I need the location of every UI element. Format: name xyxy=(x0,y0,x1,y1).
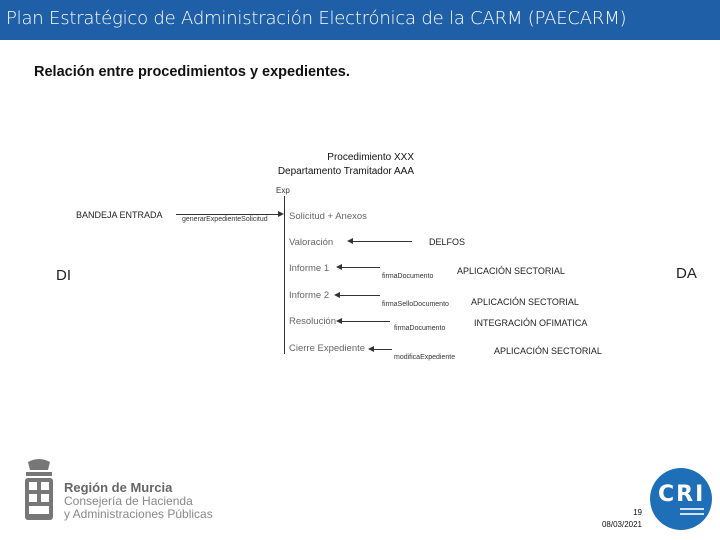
footer-date: 08/03/2021 xyxy=(601,520,642,529)
org-name: Región de Murcia xyxy=(64,480,173,495)
call-firma-2: firmaDocumento xyxy=(394,325,446,332)
murcia-crest-icon xyxy=(22,458,56,526)
informe2-arrow-line xyxy=(338,295,380,296)
cri-logo-icon xyxy=(650,468,712,530)
informe1-arrow-head xyxy=(336,264,342,270)
inbox-label: BANDEJA ENTRADA xyxy=(76,210,163,220)
call-firma-sello: firmaSelloDocumento xyxy=(382,301,449,308)
timeline-line xyxy=(284,196,285,354)
org-department-2: y Administraciones Públicas xyxy=(64,507,213,521)
step-informe-1: Informe 1 xyxy=(289,263,330,274)
system-ofimatica: INTEGRACIÓN OFIMATICA xyxy=(474,318,588,328)
cierre-arrow-line xyxy=(372,349,392,350)
cri-logo-text: CRI xyxy=(658,482,706,507)
department-label: Departamento Tramitador AAA xyxy=(277,166,414,177)
resolucion-arrow-line xyxy=(340,321,390,322)
page-number: 19 xyxy=(633,508,642,517)
generate-call-label: generarExpedienteSolicitud xyxy=(182,216,268,223)
slide-subtitle: Relación entre procedimientos y expedientes. xyxy=(34,64,350,80)
call-modifica: modificaExpediente xyxy=(394,354,456,361)
step-resolucion: Resolución xyxy=(289,316,336,327)
step-informe-2: Informe 2 xyxy=(289,290,330,301)
informe2-arrow-head xyxy=(334,292,340,298)
procedure-title: Procedimiento XXX xyxy=(327,152,414,163)
cierre-arrow-head xyxy=(368,346,374,352)
org-department: Consejería de Hacienda xyxy=(64,494,193,508)
system-sectorial-2: APLICACIÓN SECTORIAL xyxy=(471,297,579,307)
valoracion-arrow-head xyxy=(347,238,353,244)
system-delfos: DELFOS xyxy=(429,237,466,247)
generate-arrow-head xyxy=(278,211,284,217)
informe1-arrow-line xyxy=(340,267,380,268)
slide-title: Plan Estratégico de Administración Electrónica de la CARM (PAECARM) xyxy=(6,8,627,29)
generate-arrow-line xyxy=(176,214,280,215)
resolucion-arrow-head xyxy=(336,318,342,324)
system-sectorial-1: APLICACIÓN SECTORIAL xyxy=(457,266,565,276)
step-solicitud: Solicitud + Anexos xyxy=(289,211,367,222)
da-marker: DA xyxy=(676,265,697,282)
call-firma-1: firmaDocumento xyxy=(382,273,434,280)
exp-label: Exp xyxy=(276,186,290,195)
system-sectorial-3: APLICACIÓN SECTORIAL xyxy=(494,346,602,356)
valoracion-arrow-line xyxy=(352,241,412,242)
di-marker: DI xyxy=(56,267,71,284)
step-valoracion: Valoración xyxy=(289,237,334,248)
step-cierre: Cierre Expediente xyxy=(289,343,366,354)
